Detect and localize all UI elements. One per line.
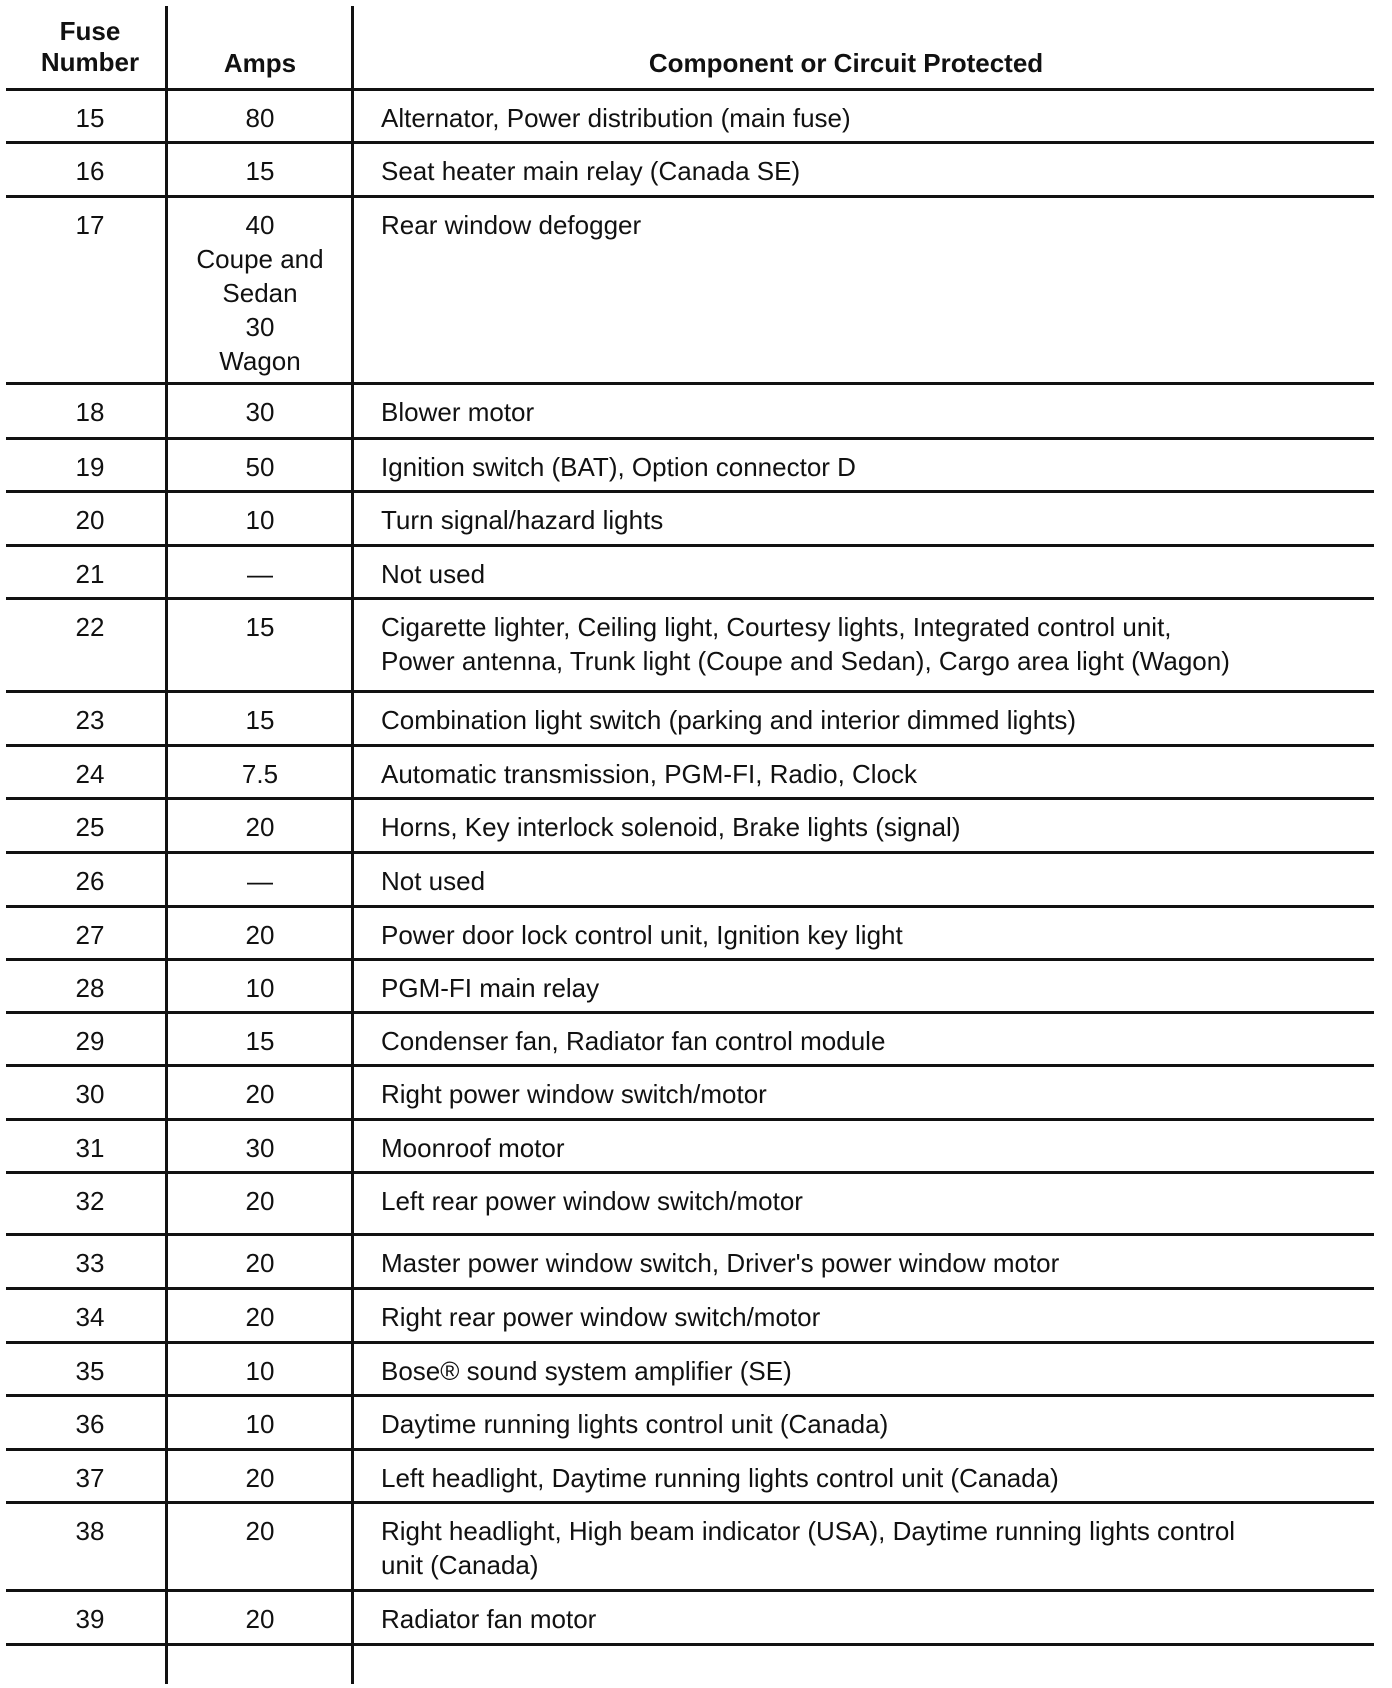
component-cell: Left rear power window switch/motor: [381, 1186, 803, 1216]
fuse-number-cell: 38: [75, 1516, 105, 1546]
row-divider: [6, 544, 1374, 547]
amps-cell: 15: [245, 1026, 275, 1056]
component-cell: Horns, Key interlock solenoid, Brake lights (signal): [381, 812, 961, 842]
component-cell: Turn signal/hazard lights: [381, 505, 664, 535]
amps-cell: 40 Coupe and Sedan 30 Wagon: [196, 210, 324, 376]
row-divider: [6, 1118, 1374, 1121]
component-cell: Not used: [381, 866, 486, 896]
amps-cell: 15: [245, 612, 275, 642]
component-cell: Moonroof motor: [381, 1133, 565, 1163]
fuse-number-cell: 25: [75, 812, 105, 842]
fuse-number-cell: 34: [75, 1302, 105, 1332]
amps-cell: 10: [245, 1356, 275, 1386]
component-cell: Rear window defogger: [381, 210, 642, 240]
amps-cell: 20: [245, 1302, 275, 1332]
row-divider: [6, 1589, 1374, 1592]
amps-cell: —: [247, 559, 273, 589]
amps-cell: 10: [245, 505, 275, 535]
component-cell: Daytime running lights control unit (Canada): [381, 1409, 889, 1439]
fuse-number-cell: 26: [75, 866, 105, 896]
amps-cell: 10: [245, 1409, 275, 1439]
component-cell: Right power window switch/motor: [381, 1079, 767, 1109]
component-cell: Blower motor: [381, 397, 535, 427]
component-cell: Not used: [381, 559, 486, 589]
component-cell: Seat heater main relay (Canada SE): [381, 156, 801, 186]
header-divider: [6, 88, 1374, 91]
row-divider: [6, 490, 1374, 493]
component-cell: Alternator, Power distribution (main fuse): [381, 103, 851, 133]
column-divider-amps-component: [351, 6, 354, 1684]
component-cell: Right rear power window switch/motor: [381, 1302, 821, 1332]
component-cell: Automatic transmission, PGM-FI, Radio, Clock: [381, 759, 918, 789]
component-cell: Condenser fan, Radiator fan control module: [381, 1026, 886, 1056]
row-divider: [6, 437, 1374, 440]
fuse-number-cell: 21: [75, 559, 105, 589]
row-divider: [6, 141, 1374, 144]
amps-cell: 20: [245, 1516, 275, 1546]
row-divider: [6, 382, 1374, 385]
fuse-number-cell: 17: [75, 210, 105, 240]
component-cell: Right headlight, High beam indicator (USA), Daytime running lights control unit (Canada): [381, 1516, 1236, 1580]
fuse-number-cell: 32: [75, 1186, 105, 1216]
amps-cell: 7.5: [241, 759, 279, 789]
fuse-number-cell: 31: [75, 1133, 105, 1163]
row-divider: [6, 597, 1374, 600]
row-divider: [6, 1233, 1374, 1236]
row-divider: [6, 1064, 1374, 1067]
fuse-number-cell: 27: [75, 920, 105, 950]
fuse-number-cell: 20: [75, 505, 105, 535]
row-divider: [6, 1341, 1374, 1344]
fuse-number-cell: 30: [75, 1079, 105, 1109]
fuse-number-cell: 33: [75, 1248, 105, 1278]
amps-cell: 20: [245, 1186, 275, 1216]
row-divider: [6, 1394, 1374, 1397]
row-divider: [6, 905, 1374, 908]
amps-cell: 20: [245, 1248, 275, 1278]
amps-cell: 20: [245, 1604, 275, 1634]
fuse-number-cell: 39: [75, 1604, 105, 1634]
fuse-number-cell: 35: [75, 1356, 105, 1386]
fuse-number-cell: 16: [75, 156, 105, 186]
fuse-number-cell: 19: [75, 452, 105, 482]
fuse-number-cell: 28: [75, 973, 105, 1003]
row-divider: [6, 797, 1374, 800]
amps-cell: 20: [245, 1463, 275, 1493]
row-divider: [6, 1011, 1374, 1014]
fuse-number-cell: 15: [75, 103, 105, 133]
fuse-number-cell: 37: [75, 1463, 105, 1493]
component-cell: PGM-FI main relay: [381, 973, 600, 1003]
amps-cell: —: [247, 866, 273, 896]
header-fuse-number: Fuse Number: [40, 16, 140, 77]
row-divider: [6, 1501, 1374, 1504]
amps-cell: 80: [245, 103, 275, 133]
amps-cell: 30: [245, 1133, 275, 1163]
row-divider: [6, 851, 1374, 854]
fuse-number-cell: 36: [75, 1409, 105, 1439]
amps-cell: 20: [245, 1079, 275, 1109]
fuse-number-cell: 29: [75, 1026, 105, 1056]
component-cell: Ignition switch (BAT), Option connector D: [381, 452, 856, 482]
component-cell: Master power window switch, Driver's power window motor: [381, 1248, 1060, 1278]
fuse-number-cell: 23: [75, 705, 105, 735]
component-cell: Power door lock control unit, Ignition key light: [381, 920, 903, 950]
row-divider: [6, 1643, 1374, 1646]
component-cell: Combination light switch (parking and interior dimmed lights): [381, 705, 1077, 735]
amps-cell: 30: [245, 397, 275, 427]
fuse-number-cell: 24: [75, 759, 105, 789]
row-divider: [6, 1448, 1374, 1451]
row-divider: [6, 1287, 1374, 1290]
amps-cell: 50: [245, 452, 275, 482]
amps-cell: 15: [245, 705, 275, 735]
component-cell: Radiator fan motor: [381, 1604, 597, 1634]
column-divider-fuse-amps: [165, 6, 168, 1684]
header-component: Component or Circuit Protected: [648, 48, 1044, 78]
row-divider: [6, 195, 1374, 198]
row-divider: [6, 958, 1374, 961]
fuse-number-cell: 22: [75, 612, 105, 642]
header-amps: Amps: [223, 48, 297, 78]
amps-cell: 15: [245, 156, 275, 186]
amps-cell: 10: [245, 973, 275, 1003]
amps-cell: 20: [245, 920, 275, 950]
row-divider: [6, 1171, 1374, 1174]
component-cell: Bose® sound system amplifier (SE): [381, 1356, 792, 1386]
row-divider: [6, 690, 1374, 693]
component-cell: Cigarette lighter, Ceiling light, Courtesy lights, Integrated control unit, Power antenna, Trunk light (Coupe and Sedan), Cargo area light (Wagon): [381, 612, 1230, 676]
row-divider: [6, 744, 1374, 747]
component-cell: Left headlight, Daytime running lights control unit (Canada): [381, 1463, 1059, 1493]
fuse-number-cell: 18: [75, 397, 105, 427]
amps-cell: 20: [245, 812, 275, 842]
